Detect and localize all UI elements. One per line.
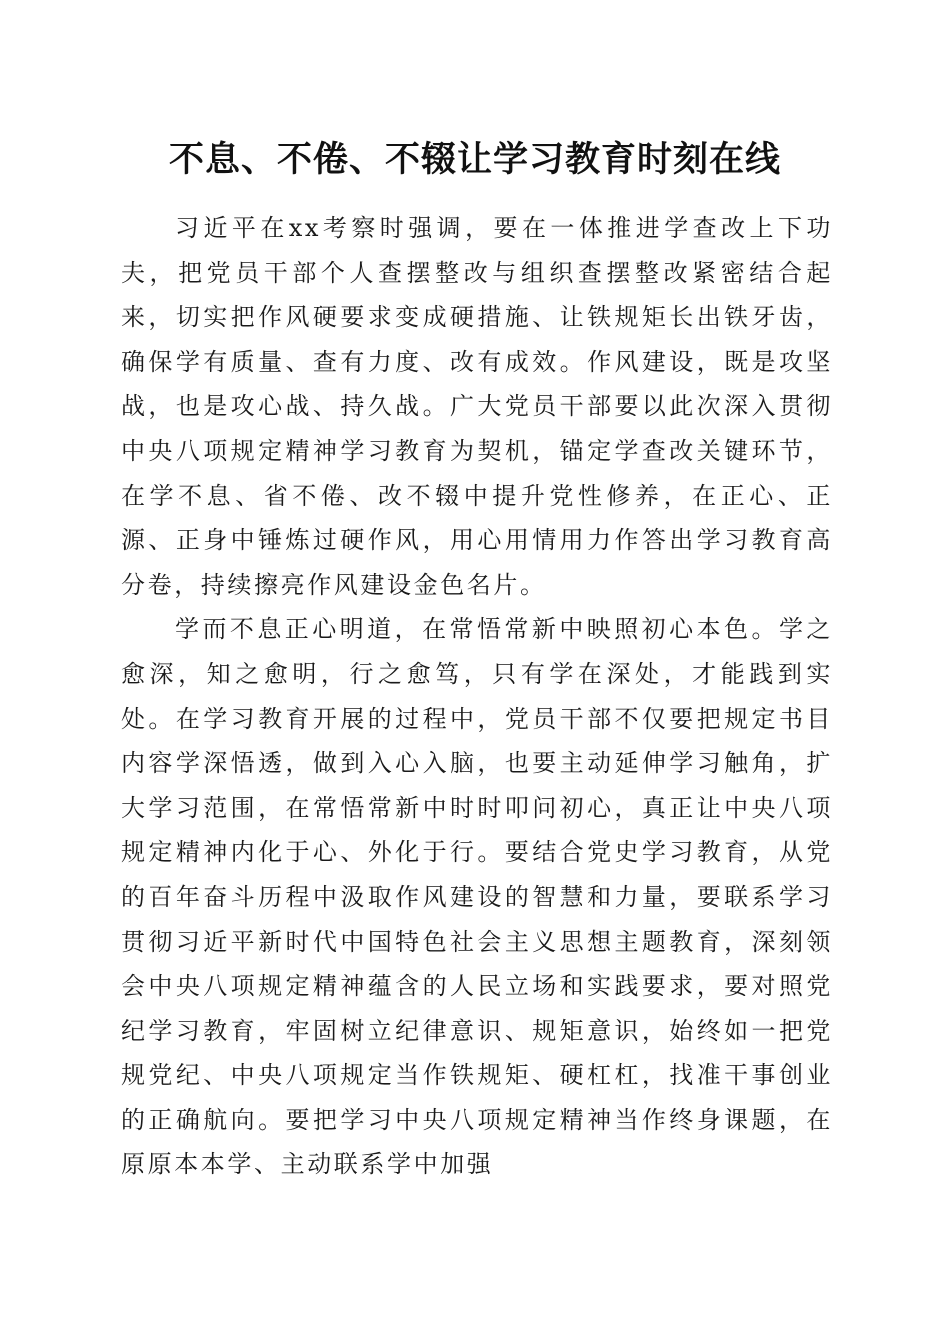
paragraph-1: 习近平在xx考察时强调，要在一体推进学查改上下功夫，把党员干部个人查摆整改与组织查摆整改紧密结合起来，切实把作风硬要求变成硬措施、让铁规矩长出铁牙齿，确保学有质量、查有力度、改有成效。作风建设，既是攻坚战，也是攻心战、持久战。广大党员干部要以此次深入贯彻中央八项规定精神学习教育为契机，锚定学查改关键环节，在学不息、省不倦、改不辍中提升党性修养，在正心、正源、正身中锤炼过硬作风，用心用情用力作答出学习教育高分卷，持续擦亮作风建设金色名片。 xyxy=(121,214,833,599)
document-title: 不息、不倦、不辍让学习教育时刻在线 xyxy=(168,139,781,180)
paragraph-2: 学而不息正心明道，在常悟常新中映照初心本色。学之愈深，知之愈明，行之愈笃，只有学在深处，才能践到实处。在学习教育开展的过程中，党员干部不仅要把规定书目内容学深悟透，做到入心入脑，也要主动延伸学习触角，扩大学习范围，在常悟常新中时时叩问初心，真正让中央八项规定精神内化于心、外化于行。要结合党史学习教育，从党的百年奋斗历程中汲取作风建设的智慧和力量，要联系学习贯彻习近平新时代中国特色社会主义思想主题教育，深刻领会中央八项规定精神蕴含的人民立场和实践要求，要对照党纪学习教育，牢固树立纪律意识、规矩意识，始终如一把党规党纪、中央八项规定当作铁规矩、硬杠杠，找准干事创业的正确航向。要把学习中央八项规定精神当作终身课题，在原原本本学、主动联系学中加强 xyxy=(121,615,833,1179)
document-body xyxy=(121,206,833,1187)
